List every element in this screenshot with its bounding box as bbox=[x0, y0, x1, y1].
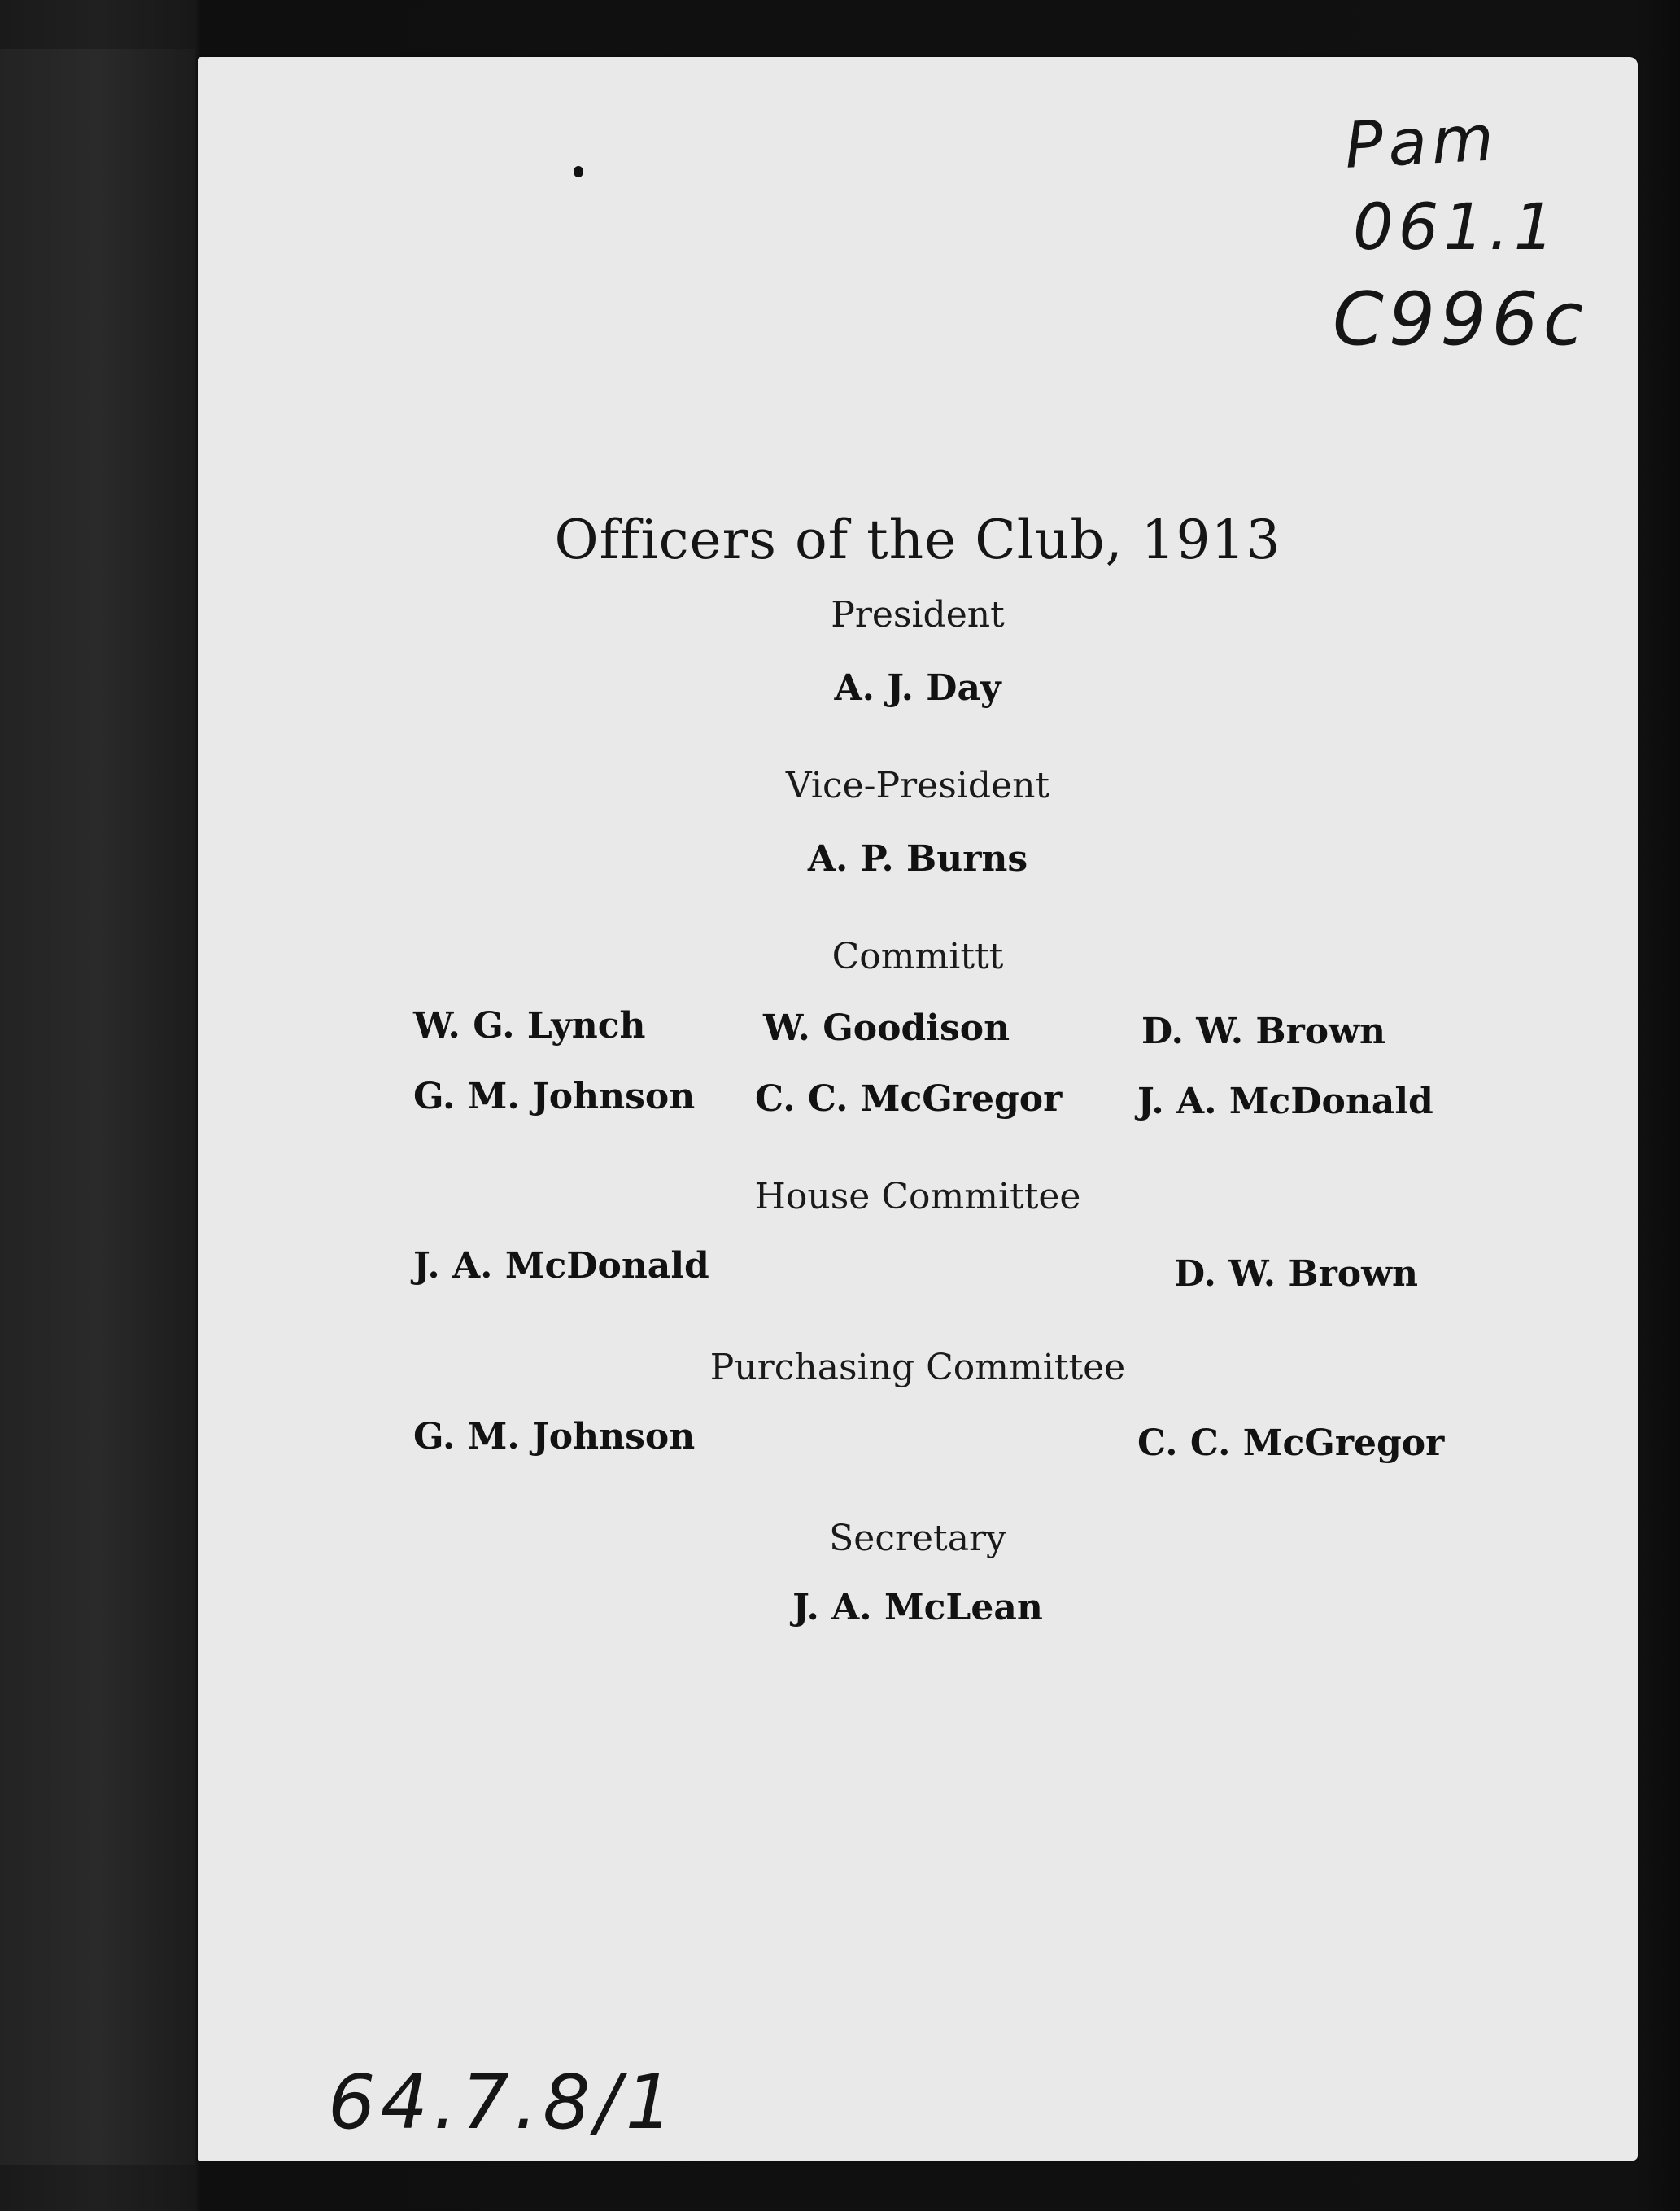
call-number-line-1: Pam bbox=[1342, 102, 1501, 183]
purchasing-committee-member: C. C. McGregor bbox=[1137, 1422, 1445, 1464]
secretary-name: J. A. McLean bbox=[792, 1587, 1043, 1628]
call-number-line-2: 061.1 bbox=[1353, 191, 1560, 264]
ink-dot bbox=[574, 166, 583, 177]
book-spine bbox=[0, 49, 195, 2165]
page-title: Officers of the Club, 1913 bbox=[554, 509, 1281, 571]
accession-number: 64.7.8/1 bbox=[328, 2059, 679, 2146]
committee-heading: Committt bbox=[831, 936, 1004, 977]
house-committee-heading: House Committee bbox=[754, 1176, 1081, 1217]
purchasing-committee-heading: Purchasing Committee bbox=[709, 1347, 1126, 1388]
committee-member: W. G. Lynch bbox=[413, 1005, 646, 1047]
committee-member: C. C. McGregor bbox=[755, 1078, 1063, 1120]
president-heading: President bbox=[831, 594, 1005, 636]
president-name: A. J. Day bbox=[834, 667, 1001, 709]
secretary-heading: Secretary bbox=[829, 1518, 1006, 1559]
committee-member: D. W. Brown bbox=[1141, 1011, 1386, 1052]
vice-president-heading: Vice-President bbox=[785, 765, 1050, 806]
call-number-line-3: C996c bbox=[1333, 277, 1589, 362]
document-page bbox=[198, 57, 1638, 2161]
committee-member: W. Goodison bbox=[763, 1007, 1010, 1049]
vice-president-name: A. P. Burns bbox=[807, 838, 1028, 880]
house-committee-member: J. A. McDonald bbox=[413, 1245, 709, 1287]
committee-member: J. A. McDonald bbox=[1137, 1081, 1433, 1122]
purchasing-committee-member: G. M. Johnson bbox=[413, 1416, 696, 1457]
house-committee-member: D. W. Brown bbox=[1174, 1253, 1419, 1295]
committee-member: G. M. Johnson bbox=[413, 1076, 696, 1117]
